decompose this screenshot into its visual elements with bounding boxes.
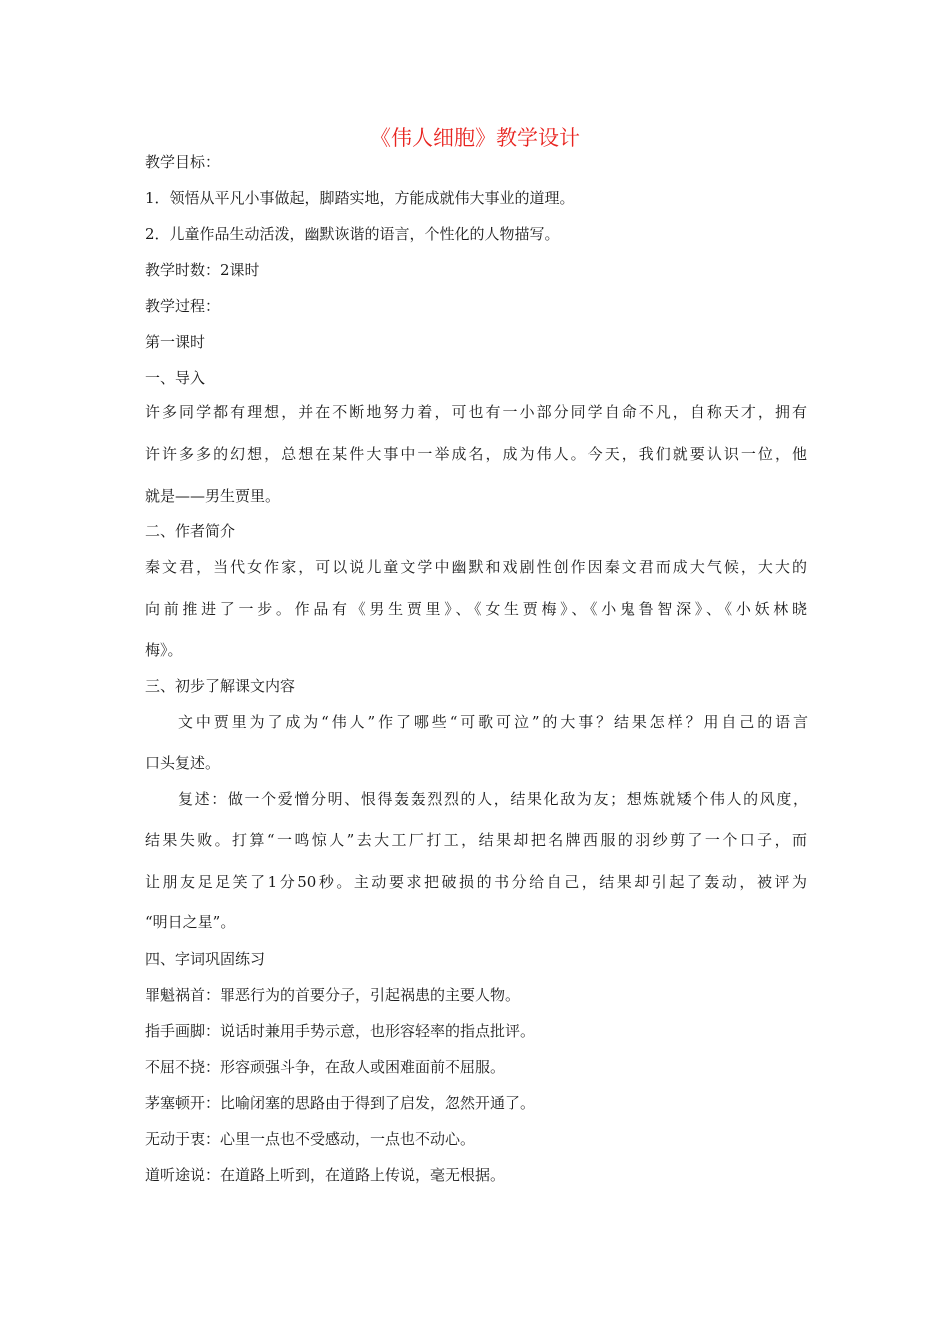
section-heading-process: 教学过程： [145,297,221,315]
paragraph-line: 让朋友足足笑了1分50秒。主动要求把破损的书分给自己，结果却引起了轰动，被评为 [145,873,807,891]
paragraph-line: 许多同学都有理想，并在不断地努力着，可也有一小部分同学自命不凡，自称天才，拥有 [145,403,807,421]
paragraph-line: 结果失败。打算“一鸣惊人”去大工厂打工，结果却把名牌西服的羽纱剪了一个口子，而 [145,831,807,849]
vocabulary-item: 道听途说：在道路上听到，在道路上传说，毫无根据。 [145,1166,506,1184]
paragraph-line: 梅》。 [145,641,183,659]
paragraph-line: 文中贾里为了成为“伟人”作了哪些“可歌可泣”的大事？结果怎样？用自己的语言 [178,713,808,731]
part-heading-intro: 一、导入 [145,369,206,387]
paragraph-line: 口头复述。 [145,754,221,772]
part-heading-vocabulary: 四、字词巩固练习 [145,950,266,968]
vocabulary-item: 无动于衷：心里一点也不受感动，一点也不动心。 [145,1130,476,1148]
part-heading-content: 三、初步了解课文内容 [145,677,296,695]
part-heading-author: 二、作者简介 [145,522,236,540]
paragraph-line: 向前推进了一步。作品有《男生贾里》、《女生贾梅》、《小鬼鲁智深》、《小妖林晓 [145,600,807,618]
section-heading-objectives: 教学目标： [145,153,221,171]
vocabulary-item: 茅塞顿开：比喻闭塞的思路由于得到了启发，忽然开通了。 [145,1094,536,1112]
vocabulary-item: 不屈不挠：形容顽强斗争，在敌人或困难面前不屈服。 [145,1058,506,1076]
paragraph-line: 复述：做一个爱憎分明、恨得轰轰烈烈的人，结果化敌为友；想炼就矮个伟人的风度， [178,790,808,808]
vocabulary-item: 指手画脚：说话时兼用手势示意，也形容轻率的指点批评。 [145,1022,536,1040]
objective-item-2: 2．儿童作品生动活泼，幽默诙谐的语言，个性化的人物描写。 [145,225,560,243]
document-title: 《伟人细胞》教学设计 [370,126,580,150]
vocabulary-item: 罪魁祸首：罪恶行为的首要分子，引起祸患的主要人物。 [145,986,521,1004]
paragraph-line: 许许多多的幻想，总想在某件大事中一举成名，成为伟人。今天，我们就要认识一位，他 [145,445,807,463]
lesson-heading: 第一课时 [145,333,206,351]
paragraph-line: “明日之星”。 [145,913,236,931]
class-hours: 教学时数：2课时 [145,261,260,279]
paragraph-line: 秦文君，当代女作家，可以说儿童文学中幽默和戏剧性创作因秦文君而成大气候，大大的 [145,558,807,576]
paragraph-line: 就是——男生贾里。 [145,487,281,505]
objective-item-1: 1．领悟从平凡小事做起，脚踏实地，方能成就伟大事业的道理。 [145,189,575,207]
